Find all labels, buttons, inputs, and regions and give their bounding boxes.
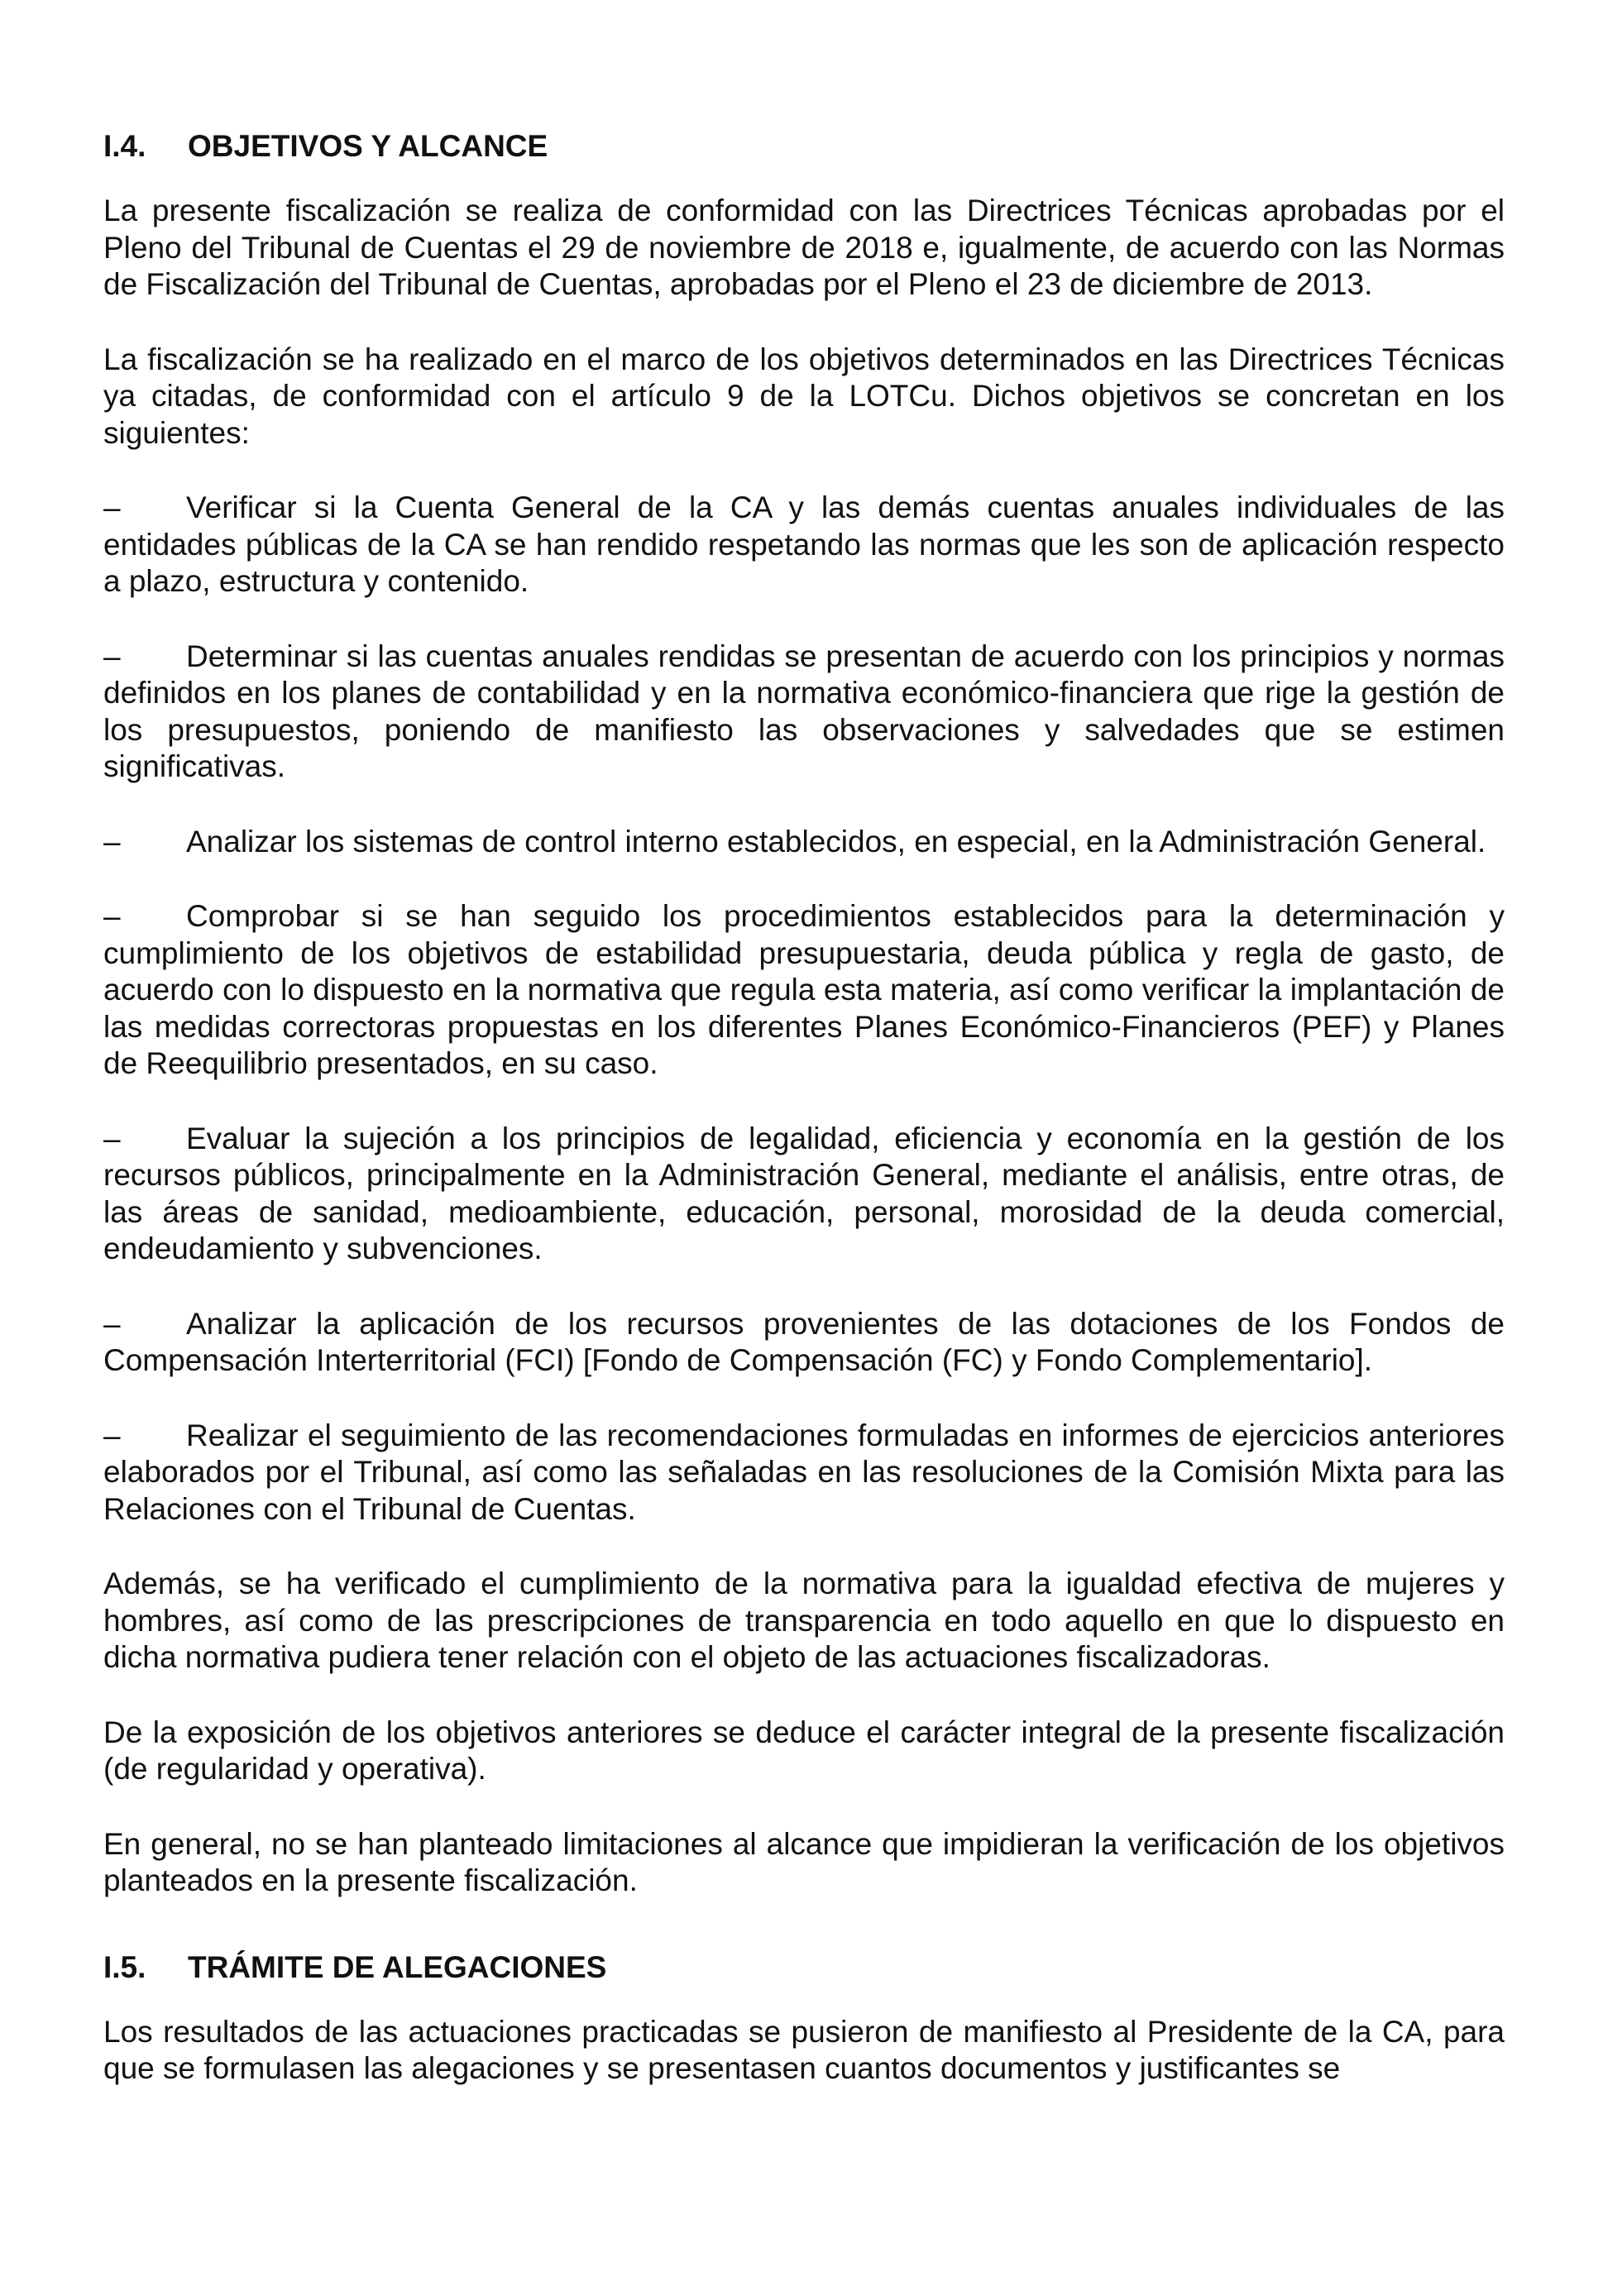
dash-marker: – <box>103 824 121 859</box>
section-heading-alegaciones <box>103 1949 1505 1986</box>
section-number: I.4. <box>103 129 146 163</box>
bullet-text: Analizar la aplicación de los recursos provenientes de las dotaciones de los Fondos de Compensación Interterritorial (FCI) [Fondo de Compensación (FC) y Fondo Complementario]. <box>103 1306 1505 1377</box>
section-title: TRÁMITE DE ALEGACIONES <box>188 1949 607 1984</box>
bullet-item <box>103 1306 1505 1380</box>
paragraph: La fiscalización se ha realizado en el marco de los objetivos determinados en las Directrices Técnicas ya citadas, de conformidad con el artículo 9 de la LOTCu. Dichos objetivos se concretan en los siguientes: <box>103 342 1505 450</box>
bullet-text: Determinar si las cuentas anuales rendidas se presentan de acuerdo con los principios y normas definidos en los planes de contabilidad y en la normativa económico-financiera que rige la gestión de los presupuestos, poniendo de manifiesto las observaciones y salvedades que se estimen significativas. <box>103 639 1505 783</box>
bullet-text: Realizar el seguimiento de las recomendaciones formuladas en informes de ejercicios anteriores elaborados por el Tribunal, así como las señaladas en las resoluciones de la Comisión Mixta para las Relaciones con el Tribunal de Cuentas. <box>103 1418 1505 1526</box>
dash-marker: – <box>103 490 121 524</box>
bullet-item <box>103 1121 1505 1268</box>
dash-marker: – <box>103 1418 121 1452</box>
section-number: I.5. <box>103 1949 146 1984</box>
section-title: OBJETIVOS Y ALCANCE <box>188 129 548 163</box>
dash-marker: – <box>103 639 121 673</box>
bullet-text: Verificar si la Cuenta General de la CA y las demás cuentas anuales individuales de las entidades públicas de la CA se han rendido respetando las normas que les son de aplicación respecto a plazo, estructura y contenido. <box>103 490 1505 598</box>
paragraph: Los resultados de las actuaciones practicadas se pusieron de manifiesto al Presidente de la CA, para que se formulasen las alegaciones y se presentasen cuantos documentos y justificantes se <box>103 2014 1505 2085</box>
bullet-text: Analizar los sistemas de control interno establecidos, en especial, en la Administración General. <box>186 824 1486 859</box>
section-heading-objetivos <box>103 128 1505 165</box>
bullet-item <box>103 639 1505 786</box>
bullet-item <box>103 1418 1505 1528</box>
paragraph: La presente fiscalización se realiza de conformidad con las Directrices Técnicas aprobadas por el Pleno del Tribunal de Cuentas el 29 de noviembre de 2018 e, igualmente, de acuerdo con las Normas de Fiscalización del Tribunal de Cuentas, aprobadas por el Pleno el 23 de diciembre de 2013. <box>103 194 1505 301</box>
bullet-text: Comprobar si se han seguido los procedimientos establecidos para la determinación y cumplimiento de los objetivos de estabilidad presupuestaria, deuda pública y regla de gasto, de acuerdo con lo dispuesto en la normativa que regula esta materia, así como verificar la implantación de las medidas correctoras propuestas en los diferentes Planes Económico-Financieros (PEF) y Planes de Reequilibrio presentados, en su caso. <box>103 899 1505 1080</box>
dash-marker: – <box>103 1121 121 1155</box>
dash-marker: – <box>103 899 121 933</box>
bullet-item <box>103 898 1505 1083</box>
bullet-text: Evaluar la sujeción a los principios de legalidad, eficiencia y economía en la gestión de los recursos públicos, principalmente en la Administración General, mediante el análisis, entre otras, de las áreas de sanidad, medioambiente, educación, personal, morosidad de la deuda comercial, endeudamiento y subvenciones. <box>103 1121 1505 1265</box>
paragraph: En general, no se han planteado limitaciones al alcance que impidieran la verificación de los objetivos planteados en la presente fiscalización. <box>103 1826 1505 1897</box>
paragraph: De la exposición de los objetivos anteriores se deduce el carácter integral de la presente fiscalización (de regularidad y operativa). <box>103 1715 1505 1786</box>
bullet-item <box>103 824 1505 861</box>
document-page <box>103 128 1505 2126</box>
bullet-item <box>103 490 1505 600</box>
dash-marker: – <box>103 1306 121 1341</box>
paragraph: Además, se ha verificado el cumplimiento de la normativa para la igualdad efectiva de mujeres y hombres, así como de las prescripciones de transparencia en todo aquello en que lo dispuesto en dicha normativa pudiera tener relación con el objeto de las actuaciones fiscalizadoras. <box>103 1567 1505 1674</box>
